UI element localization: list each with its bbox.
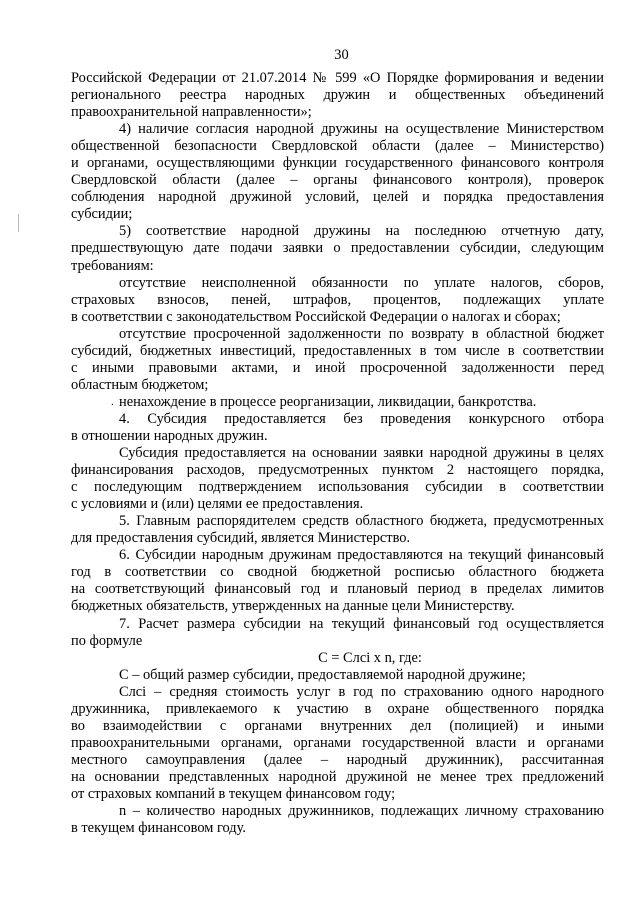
text-line: n – количество народных дружинников, подлежащих личному страхованию [119, 803, 604, 820]
text-line: в соответствии с законодательством Российской Федерации о налогах и сборах; [71, 308, 561, 325]
text-line: предшествующую дате подачи заявки о предоставлении субсидии, следующим [71, 240, 604, 257]
text-line: дружинника, привлекаемого к участию в охране общественного порядка [71, 700, 604, 717]
text-line: в текущем финансовом году. [71, 820, 246, 837]
text-line: требованиям: [71, 257, 154, 274]
text-line: для предоставления субсидий, является Министерство. [71, 530, 411, 547]
text-line: субсидии; [71, 206, 133, 223]
text-line: соблюдения народной дружиной условий, целей и порядка предоставления [71, 189, 604, 206]
scan-mark [18, 214, 19, 232]
text-line: и органами, осуществляющими функции государственного финансового контроля [71, 155, 604, 172]
text-line: по формуле [71, 632, 143, 649]
text-line: субсидий, бюджетных инвестиций, предоставленных в том числе в соответствии [71, 342, 604, 359]
formula: С = Слсі х n, где: [318, 649, 422, 666]
text-line: отсутствие неисполненной обязанности по уплате налогов, сборов, [119, 274, 604, 291]
text-line: Свердловской области (далее – органы финансового контроля), проверок [71, 172, 604, 189]
text-line: правоохранительной направленности»; [71, 104, 312, 121]
text-line: Слсі – средняя стоимость услуг в год по страхованию одного народного [119, 683, 604, 700]
text-line: с условиями и (или) целями ее предоставления. [71, 496, 364, 513]
text-line: 5. Главным распорядителем средств областного бюджета, предусмотренных [119, 513, 604, 530]
text-line: от страховых компаний в текущем финансовом году; [71, 785, 396, 802]
text-line: с последующим подтверждением использования субсидии в соответствии [71, 479, 604, 496]
text-line-content: ненахождение в процессе реорганизации, ликвидации, банкротства. [119, 393, 537, 410]
bullet-dot: . [111, 395, 114, 408]
text-line: во взаимодействии с органами внутренних дел (полицией) и иными [71, 717, 604, 734]
text-line: правоохранительными органами, органами государственной власти и органами [71, 734, 604, 751]
text-line [71, 394, 604, 411]
text-line: в отношении народных дружин. [71, 427, 268, 444]
text-line: бюджетных обязательств, утвержденных на данные цели Министерству. [71, 598, 515, 615]
text-line: областным бюджетом; [71, 376, 209, 393]
text-line: регионального реестра народных дружин и общественных объединений [71, 87, 604, 104]
text-line: местного самоуправления (далее – народный дружинник), рассчитанная [71, 751, 604, 768]
text-line: страховых взносов, пеней, штрафов, процентов, подлежащих уплате [71, 291, 604, 308]
text-line: на соответствующий финансовый год и плановый период в пределах лимитов [71, 581, 604, 598]
text-line: на основании представленных народной дружиной не менее трех предложений [71, 768, 604, 785]
text-line: С – общий размер субсидии, предоставляемой народной дружине; [119, 666, 526, 683]
text-line: 7. Расчет размера субсидии на текущий финансовый год осуществляется [119, 615, 604, 632]
text-line: Российской Федерации от 21.07.2014 № 599 «О Порядке формирования и ведении [71, 70, 604, 86]
text-line: 6. Субсидии народным дружинам предоставляются на текущий финансовый [119, 547, 604, 564]
text-line: с иными правовыми актами, и иной просроченной задолженности перед [71, 359, 604, 376]
text-line: 5) соответствие народной дружины на последнюю отчетную дату, [119, 223, 604, 240]
document-body [71, 70, 604, 837]
text-line: 4) наличие согласия народной дружины на осуществление Министерством [119, 121, 604, 138]
text-line: Субсидия предоставляется на основании заявки народной дружины в целях [119, 445, 604, 462]
text-line: отсутствие просроченной задолженности по возврату в областной бюджет [119, 325, 604, 342]
text-line: год в соответствии со сводной бюджетной росписью областного бюджета [71, 564, 604, 581]
text-line: 4. Субсидия предоставляется без проведения конкурсного отбора [119, 410, 604, 427]
text-line: финансирования расходов, предусмотренных пунктом 2 настоящего порядка, [71, 462, 604, 479]
page-number: 30 [334, 47, 349, 63]
text-line: общественной безопасности Свердловской области (далее – Министерство) [71, 138, 604, 155]
